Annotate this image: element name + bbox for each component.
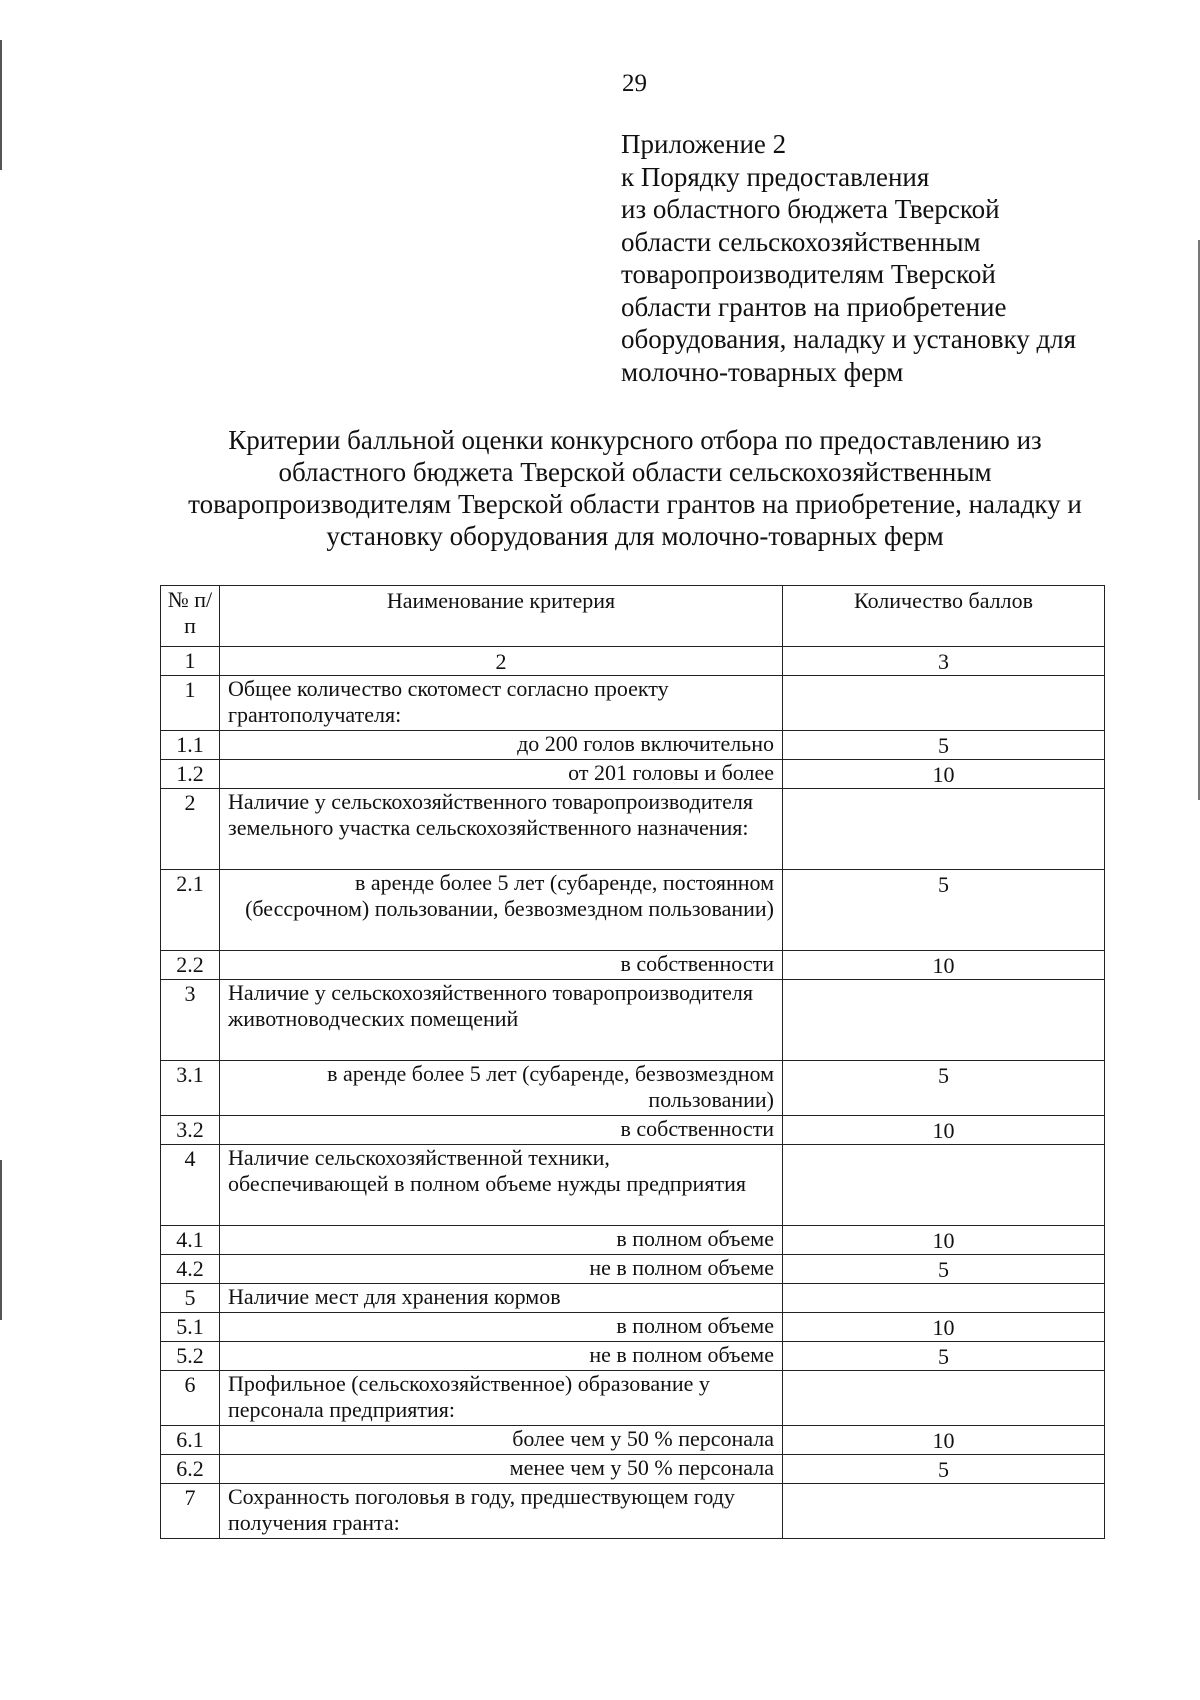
appendix-line: Приложение 2 [621,129,787,159]
row-criterion: не в полном объеме [220,1342,783,1371]
scan-edge-left-top [0,40,2,170]
document-title [150,424,1120,552]
row-criterion: не в полном объеме [220,1255,783,1284]
table-row [161,1426,1105,1455]
row-points [783,1145,1105,1226]
table-row [161,1284,1105,1313]
appendix-line: из областного бюджета Тверской [621,194,1000,224]
row-criterion: Наличие у сельскохозяйственного товаропроизводителя земельного участка сельскохозяйственного назначения: [220,789,783,870]
row-criterion: в полном объеме [220,1313,783,1342]
row-num: 4.1 [161,1226,220,1255]
table-row [161,1342,1105,1371]
row-points: 5 [783,1342,1105,1371]
row-criterion: Наличие мест для хранения кормов [220,1284,783,1313]
row-num: 2.1 [161,870,220,951]
row-points: 10 [783,1226,1105,1255]
row-points [783,676,1105,731]
table-row [161,870,1105,951]
title-line: установку оборудования для молочно-товарных ферм [326,521,944,551]
row-num: 3.2 [161,1116,220,1145]
row-criterion: Сохранность поголовья в году, предшествующем году получения гранта: [220,1484,783,1539]
row-points: 10 [783,951,1105,980]
appendix-header [621,128,1121,388]
row-criterion: до 200 голов включительно [220,731,783,760]
header-name: Наименование критерия [220,586,783,647]
row-criterion: Наличие сельскохозяйственной техники, обеспечивающей в полном объеме нужды предприятия [220,1145,783,1226]
row-num: 5.2 [161,1342,220,1371]
table-index-row [161,647,1105,676]
table-row [161,980,1105,1061]
row-num: 7 [161,1484,220,1539]
criteria-table [160,585,1105,1539]
row-num: 6 [161,1371,220,1426]
table-row [161,1371,1105,1426]
title-line: Критерии балльной оценки конкурсного отбора по предоставлению из [228,425,1042,455]
table-row [161,1455,1105,1484]
row-criterion: в аренде более 5 лет (субаренде, постоянном (бессрочном) пользовании, безвозмездном пользовании) [220,870,783,951]
row-num: 1 [161,676,220,731]
header-points: Количество баллов [783,586,1105,647]
index-cell: 3 [783,647,1105,676]
title-line: областного бюджета Тверской области сельскохозяйственным [278,457,992,487]
table-row [161,731,1105,760]
page-number: 29 [622,70,647,97]
table-header-row [161,586,1105,647]
row-num: 3 [161,980,220,1061]
row-num: 5.1 [161,1313,220,1342]
index-cell: 1 [161,647,220,676]
row-criterion: в полном объеме [220,1226,783,1255]
appendix-line: области грантов на приобретение [621,291,1007,322]
appendix-line: области сельскохозяйственным [621,226,981,257]
row-points [783,1371,1105,1426]
row-criterion: в аренде более 5 лет (субаренде, безвозмездном пользовании) [220,1061,783,1116]
row-points [783,1284,1105,1313]
row-num: 4 [161,1145,220,1226]
table-row [161,676,1105,731]
header-num: № п/п [161,586,220,647]
appendix-line: товаропроизводителям Тверской [621,259,996,289]
row-criterion: от 201 головы и более [220,760,783,789]
table-row [161,1313,1105,1342]
row-num: 2 [161,789,220,870]
row-points: 5 [783,1255,1105,1284]
table-row [161,789,1105,870]
table-row [161,1145,1105,1226]
row-criterion: Профильное (сельскохозяйственное) образование у персонала предприятия: [220,1371,783,1426]
table-row [161,951,1105,980]
table-row [161,1255,1105,1284]
row-criterion: более чем у 50 % персонала [220,1426,783,1455]
row-num: 4.2 [161,1255,220,1284]
row-points: 5 [783,870,1105,951]
row-points: 10 [783,1313,1105,1342]
table-row [161,1061,1105,1116]
row-criterion: в собственности [220,1116,783,1145]
row-points [783,789,1105,870]
appendix-line: оборудования, наладку и установку для [621,324,1077,354]
row-criterion: в собственности [220,951,783,980]
row-num: 2.2 [161,951,220,980]
table-row [161,1116,1105,1145]
row-num: 6.1 [161,1426,220,1455]
row-criterion: Наличие у сельскохозяйственного товаропроизводителя животноводческих помещений [220,980,783,1061]
row-points [783,1484,1105,1539]
row-num: 5 [161,1284,220,1313]
row-num: 1.2 [161,760,220,789]
row-points: 10 [783,1116,1105,1145]
row-criterion: менее чем у 50 % персонала [220,1455,783,1484]
appendix-line: молочно-товарных ферм [621,356,904,387]
row-points: 10 [783,1426,1105,1455]
row-num: 3.1 [161,1061,220,1116]
appendix-line: к Порядку предоставления [621,161,930,192]
row-points: 5 [783,731,1105,760]
row-num: 6.2 [161,1455,220,1484]
row-criterion: Общее количество скотомест согласно проекту грантополучателя: [220,676,783,731]
row-points: 5 [783,1061,1105,1116]
scan-edge-left-bottom [0,1160,2,1320]
table-row [161,1484,1105,1539]
title-line: товаропроизводителям Тверской области грантов на приобретение, наладку и [188,489,1082,519]
row-num: 1.1 [161,731,220,760]
row-points [783,980,1105,1061]
index-cell: 2 [220,647,783,676]
table-row [161,760,1105,789]
row-points: 10 [783,760,1105,789]
row-points: 5 [783,1455,1105,1484]
table-row [161,1226,1105,1255]
